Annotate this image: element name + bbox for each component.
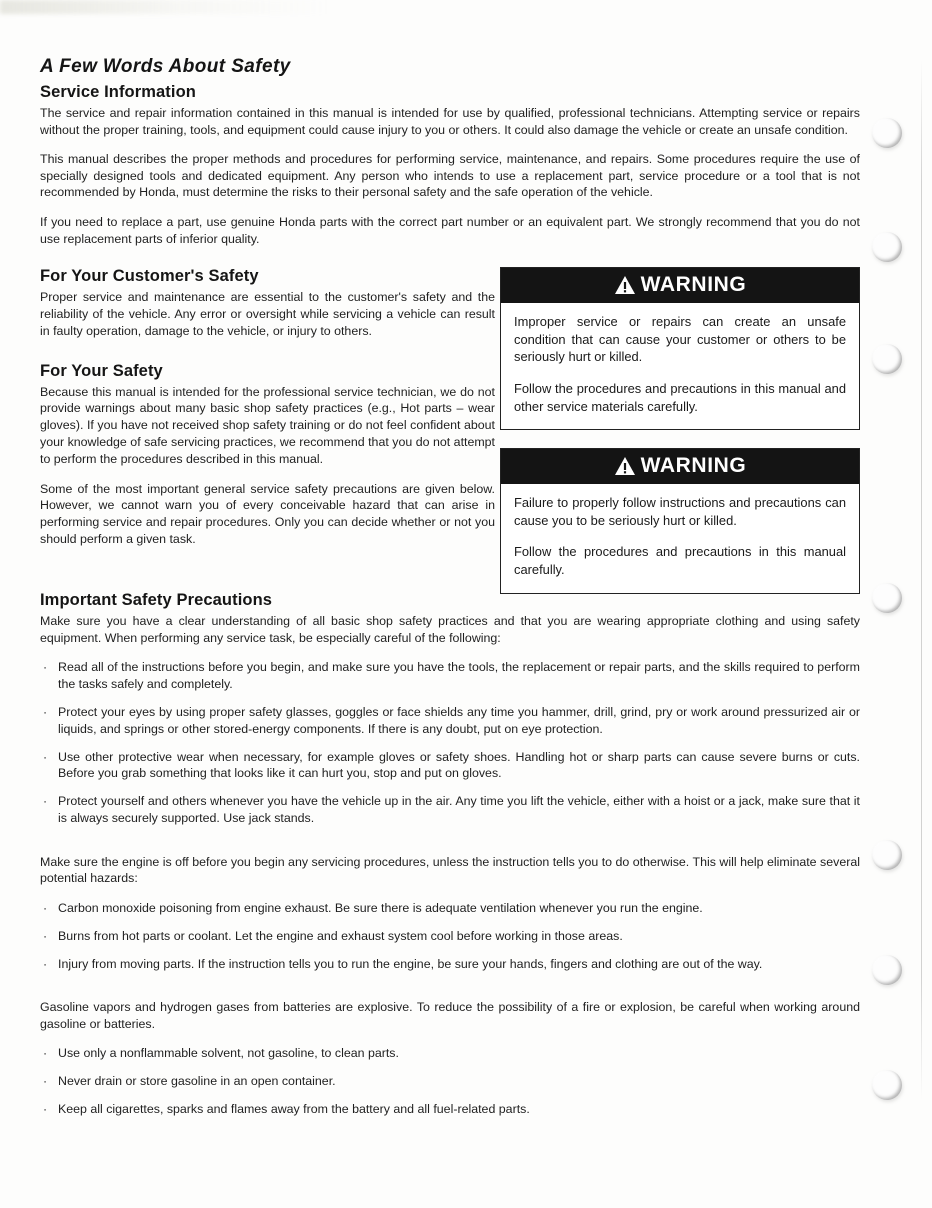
engine-off-bullet-list	[40, 900, 860, 972]
bullet-glyph: ·	[43, 956, 48, 971]
bullet-glyph: ·	[43, 749, 48, 764]
list-item	[40, 793, 860, 827]
service-info-paragraph-3: If you need to replace a part, use genuine Honda parts with the correct part number or an equivalent part. We strongly recommend that you do not use replacement parts of inferior quality.	[40, 214, 860, 246]
service-info-paragraph-2: This manual describes the proper methods and procedures for performing service, maintenance, and repairs. Some procedures require the use of specially designed tools and dedicated equipment. Any person who intends to use a replacement part, service procedure or a tool that is not recommended by Honda, must determine the risks to their personal safety and the safe operation of the vehicle.	[40, 152, 860, 200]
list-item	[40, 659, 860, 693]
list-item	[40, 928, 860, 945]
list-item	[40, 1045, 860, 1062]
spacer	[40, 840, 860, 854]
list-item	[40, 900, 860, 917]
page-title: A Few Words About Safety	[40, 56, 291, 77]
warning-label-2: WARNING	[640, 454, 747, 478]
list-item-text: Never drain or store gasoline in an open container.	[58, 1074, 336, 1089]
gasoline-bullet-list	[40, 1045, 860, 1117]
list-item-text: Use only a nonflammable solvent, not gasoline, to clean parts.	[58, 1046, 399, 1061]
warning-triangle-icon	[614, 275, 636, 295]
two-column-region	[40, 267, 860, 585]
warning-body-1	[501, 303, 859, 429]
spacer	[40, 985, 860, 999]
warning-label-1: WARNING	[640, 273, 747, 297]
warning-body-2	[501, 484, 859, 592]
service-information-heading: Service Information	[40, 83, 196, 101]
right-column	[500, 267, 860, 611]
list-item	[40, 704, 860, 738]
warning-2-paragraph-2: Follow the procedures and precautions in this manual carefully.	[514, 544, 846, 577]
list-item	[40, 1073, 860, 1090]
important-safety-precautions-heading: Important Safety Precautions	[40, 591, 273, 610]
page-content	[40, 56, 860, 1131]
warning-box-2	[500, 448, 860, 593]
list-item-text: Read all of the instructions before you begin, and make sure you have the tools, the replacement or repair parts, and the skills required to perform the tasks safely and completely.	[58, 660, 860, 692]
bullet-glyph: ·	[43, 660, 48, 675]
left-column	[40, 267, 495, 548]
bullet-glyph: ·	[43, 1046, 48, 1061]
your-safety-paragraph-1: Because this manual is intended for the professional service technician, we do not provide warnings about many basic shop safety practices (e.g., Hot parts – wear gloves). If you have not received shop safety training or do not feel confident about your knowledge of safe servicing practices, we recommend that you do not attempt to perform the procedures described in this manual.	[40, 384, 495, 466]
warning-1-paragraph-2: Follow the procedures and precautions in this manual and other service materials carefully.	[514, 380, 846, 414]
list-item-text: Keep all cigarettes, sparks and flames away from the battery and all fuel-related parts.	[58, 1102, 530, 1117]
warning-box-1	[500, 267, 860, 430]
list-item-text: Protect your eyes by using proper safety glasses, goggles or face shields any time you hammer, drill, grind, pry or work around pressurized air or liquids, and springs or other stored-energy components. If there is any doubt, put on eye protection.	[58, 704, 860, 736]
list-item-text: Injury from moving parts. If the instruction tells you to run the engine, be sure your hands, fingers and clothing are out of the way.	[58, 956, 763, 971]
bullet-glyph: ·	[43, 1074, 48, 1089]
customer-safety-paragraph: Proper service and maintenance are essential to the customer's safety and the reliability of the vehicle. Any error or oversight while servicing a vehicle can result in faulty operation, damage to the vehicle, or injury to others.	[40, 290, 495, 338]
engine-off-intro: Make sure the engine is off before you begin any servicing procedures, unless the instruction tells you to do otherwise. This will help eliminate several potential hazards:	[40, 854, 860, 886]
your-safety-heading: For Your Safety	[40, 361, 163, 380]
list-item	[40, 956, 860, 973]
list-item	[40, 749, 860, 783]
bullet-glyph: ·	[43, 794, 48, 809]
bullet-glyph: ·	[43, 1102, 48, 1117]
your-safety-paragraph-2: Some of the most important general service safety precautions are given below. However, we cannot warn you of every conceivable hazard that can arise in performing service and repair procedures. Only you can decide whether or not you should perform a given task.	[40, 481, 495, 546]
list-item-text: Use other protective wear when necessary, for example gloves or safety shoes. Handling hot or sharp parts can cause severe burns or cuts. Before you grab something that looks like it can hurt you, stop and put on gloves.	[58, 749, 860, 781]
list-item-text: Burns from hot parts or coolant. Let the engine and exhaust system cool before working in those areas.	[58, 928, 623, 943]
bullet-glyph: ·	[43, 704, 48, 719]
warning-triangle-icon	[614, 456, 636, 476]
gasoline-intro: Gasoline vapors and hydrogen gases from batteries are explosive. To reduce the possibility of a fire or explosion, be careful when working around gasoline or batteries.	[40, 1000, 860, 1031]
service-info-paragraph-1: The service and repair information contained in this manual is intended for use by qualified, professional technicians. Attempting service or repairs without the proper training, tools, and equipment could cause injury to you or others. It could also damage the vehicle or create an unsafe condition.	[40, 106, 860, 137]
customer-safety-heading: For Your Customer's Safety	[40, 267, 259, 286]
bullet-glyph: ·	[43, 900, 48, 915]
warning-header-bar-1	[501, 268, 859, 303]
warning-header-bar-2	[501, 449, 859, 484]
precautions-intro: Make sure you have a clear understanding of all basic shop safety practices and that you are wearing appropriate clothing and using safety equipment. When performing any service task, be especially careful of the following:	[40, 614, 860, 645]
precautions-bullet-list	[40, 659, 860, 826]
warning-2-paragraph-1: Failure to properly follow instructions and precautions can cause you to be seriously hurt or killed.	[514, 495, 846, 528]
list-item-text: Protect yourself and others whenever you have the vehicle up in the air. Any time you lift the vehicle, either with a hoist or a jack, make sure that it is always securely supported. Use jack stands.	[58, 794, 860, 825]
list-item-text: Carbon monoxide poisoning from engine exhaust. Be sure there is adequate ventilation whenever you run the engine.	[58, 900, 703, 915]
list-item	[40, 1101, 860, 1118]
warning-1-paragraph-1: Improper service or repairs can create an unsafe condition that can cause your customer or others to be seriously hurt or killed.	[514, 314, 846, 365]
bullet-glyph: ·	[43, 928, 48, 943]
